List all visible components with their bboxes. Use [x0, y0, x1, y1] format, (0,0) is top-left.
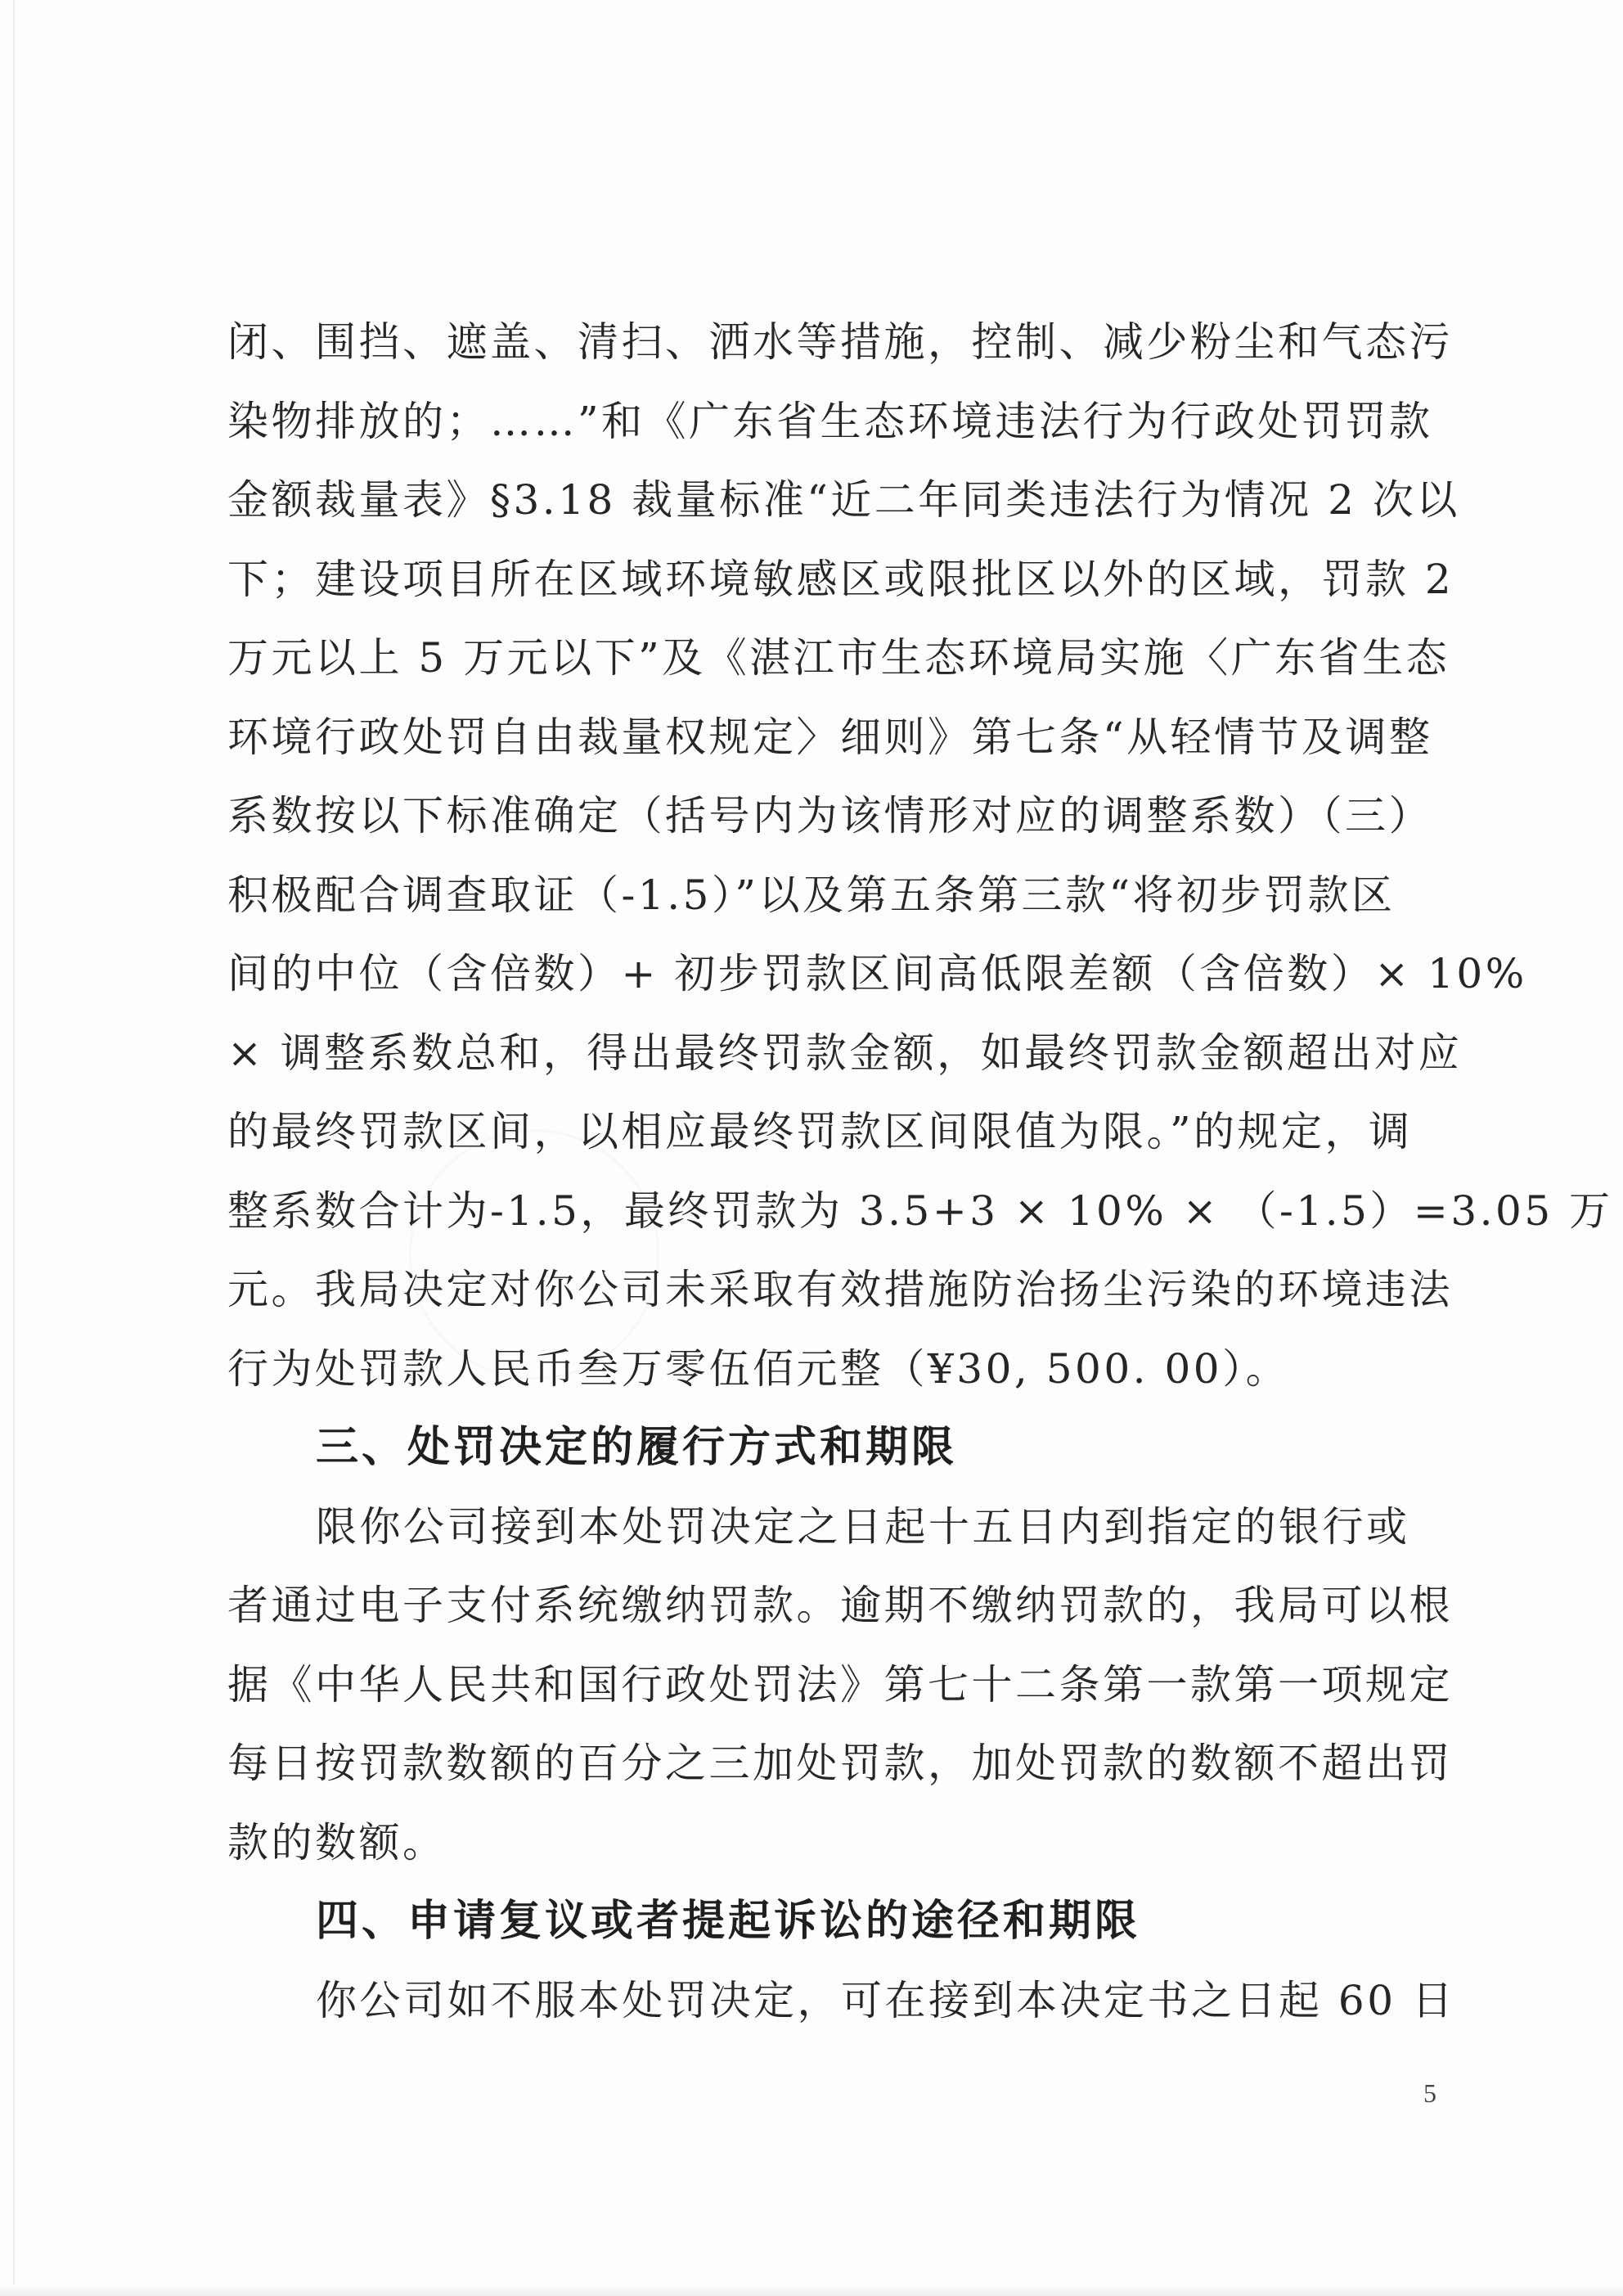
body-line: 染物排放的；……”和《广东省生态环境违法行为行政处罚罚款	[227, 397, 1433, 445]
body-line: 金额裁量表》§3.18 裁量标准“近二年同类违法行为情况 2 次以	[227, 476, 1460, 524]
scan-edge	[13, 0, 15, 2296]
section-heading-4: 四、申请复议或者提起诉讼的途径和期限	[316, 1897, 1141, 1946]
body-line: 的最终罚款区间，以相应最终罚款区间限值为限。”的规定，调	[227, 1108, 1413, 1155]
document-body	[227, 303, 1613, 2040]
section-3-line: 据《中华人民共和国行政处罚法》第七十二条第一款第一项规定	[227, 1660, 1453, 1708]
body-line: 行为处罚款人民币叁万零伍佰元整（¥30, 500. 00）。	[227, 1344, 1290, 1393]
section-heading-3: 三、处罚决定的履行方式和期限	[316, 1423, 958, 1472]
body-line: 积极配合调查取证（-1.5）”以及第五条第三款“将初步罚款区	[227, 871, 1396, 919]
body-line: 环境行政处罚自由裁量权规定〉细则》第七条“从轻情节及调整	[227, 713, 1433, 761]
section-3-line: 每日按罚款数额的百分之三加处罚款，加处罚款的数额不超出罚	[227, 1740, 1453, 1787]
body-line: 整系数合计为-1.5，最终罚款为 3.5+3 × 10% × （-1.5）=3.05 万	[227, 1186, 1613, 1235]
body-line: 万元以上 5 万元以下”及《湛江市生态环境局实施〈广东省生态	[227, 634, 1450, 682]
body-line: 闭、围挡、遮盖、清扫、洒水等措施，控制、减少粉尘和气态污	[227, 318, 1453, 366]
body-line: 间的中位（含倍数）+ 初步罚款区间高低限差额（含倍数）× 10%	[227, 950, 1527, 997]
page-number: 5	[1423, 2078, 1436, 2108]
section-4-line: 你公司如不服本处罚决定，可在接到本决定书之日起 60 日	[316, 1976, 1456, 2024]
scan-bottom-edge	[0, 2285, 1623, 2296]
section-3-line: 限你公司接到本处罚决定之日起十五日内到指定的银行或	[316, 1502, 1410, 1551]
body-line: 系数按以下标准确定（括号内为该情形对应的调整系数）（三）	[227, 792, 1432, 840]
body-line: 下；建设项目所在区域环境敏感区或限批区以外的区域，罚款 2	[227, 555, 1454, 603]
section-3-line: 款的数额。	[227, 1818, 447, 1866]
body-line: 元。我局决定对你公司未采取有效措施防治扬尘污染的环境违法	[227, 1266, 1453, 1313]
body-line: × 调整系数总和，得出最终罚款金额，如最终罚款金额超出对应	[227, 1029, 1463, 1077]
section-3-line: 者通过电子支付系统缴纳罚款。逾期不缴纳罚款的，我局可以根	[227, 1582, 1453, 1629]
